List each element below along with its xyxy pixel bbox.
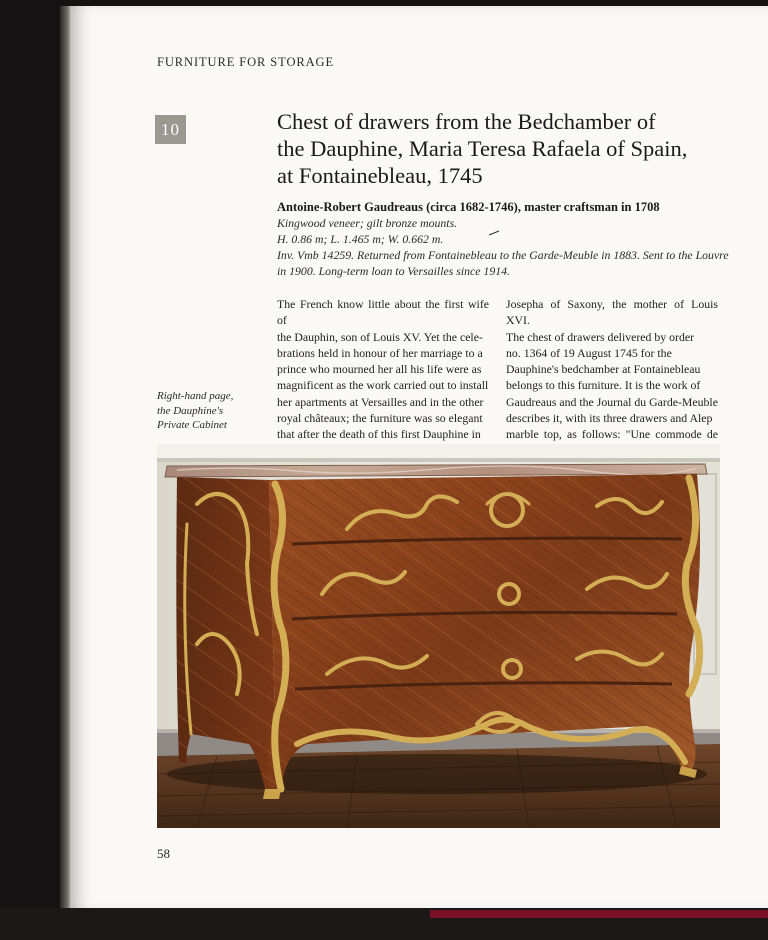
body-line: marble top, as follows: "Une commode de <box>506 427 718 442</box>
body-line: prince who mourned her all his life were as <box>277 362 482 377</box>
body-line: The French know little about the first wife of <box>277 297 489 328</box>
inventory-line-2: in 1900. Long-term loan to Versailles since 1914. <box>277 264 510 278</box>
pen-mark <box>488 230 500 236</box>
title-line-2: the Dauphine, Maria Teresa Rafaela of Spain, <box>277 136 688 161</box>
dimensions: H. 0.86 m; L. 1.465 m; W. 0.662 m. <box>277 232 444 246</box>
object-metadata <box>277 215 729 279</box>
maker-line: Antoine-Robert Gaudreaus (circa 1682-1746), master craftsman in 1708 <box>277 200 660 214</box>
body-line: Gaudreaus and the Journal du Garde-Meuble <box>506 394 718 409</box>
body-line: royal châteaux; the furniture was so elegant <box>277 411 483 426</box>
cover-edge <box>430 910 768 918</box>
body-line: the Dauphin, son of Louis XV. Yet the cele- <box>277 329 483 344</box>
chest-of-drawers-photo <box>157 444 720 828</box>
caption-line-3: Private Cabinet <box>157 419 227 431</box>
caption-line-1: Right-hand page, <box>157 390 234 402</box>
materials: Kingwood veneer; gilt bronze mounts. <box>277 216 458 230</box>
body-line: brations held in honour of her marriage to a <box>277 345 483 360</box>
section-label: FURNITURE FOR STORAGE <box>157 55 335 69</box>
body-line: no. 1364 of 19 August 1745 for the <box>506 345 672 360</box>
body-line: magnificent as the work carried out to install <box>277 378 489 393</box>
body-line: her apartments at Versailles and in the other <box>277 394 484 409</box>
body-line: Josepha of Saxony, the mother of Louis XVI. <box>506 297 718 328</box>
body-line: The chest of drawers delivered by order <box>506 329 695 344</box>
body-line: Dauphine's bedchamber at Fontainebleau <box>506 362 701 377</box>
inventory-line-1: Inv. Vmb 14259. Returned from Fontainebleau to the Garde-Meuble in 1883. Sent to the Louvre <box>277 248 729 262</box>
photo-caption <box>157 389 267 433</box>
title-line-3: at Fontainebleau, 1745 <box>277 163 483 188</box>
photo-illustration <box>157 444 720 828</box>
title-line-1: Chest of drawers from the Bedchamber of <box>277 109 656 134</box>
body-line: describes it, with its three drawers and Alep <box>506 411 713 426</box>
body-line: that after the death of this first Dauphine in <box>277 427 481 442</box>
caption-line-2: the Dauphine's <box>157 404 224 417</box>
item-number-badge: 10 <box>155 115 186 144</box>
page-number: 58 <box>157 846 170 861</box>
body-line: belongs to this furniture. It is the work of <box>506 378 701 393</box>
page-title <box>277 108 707 189</box>
